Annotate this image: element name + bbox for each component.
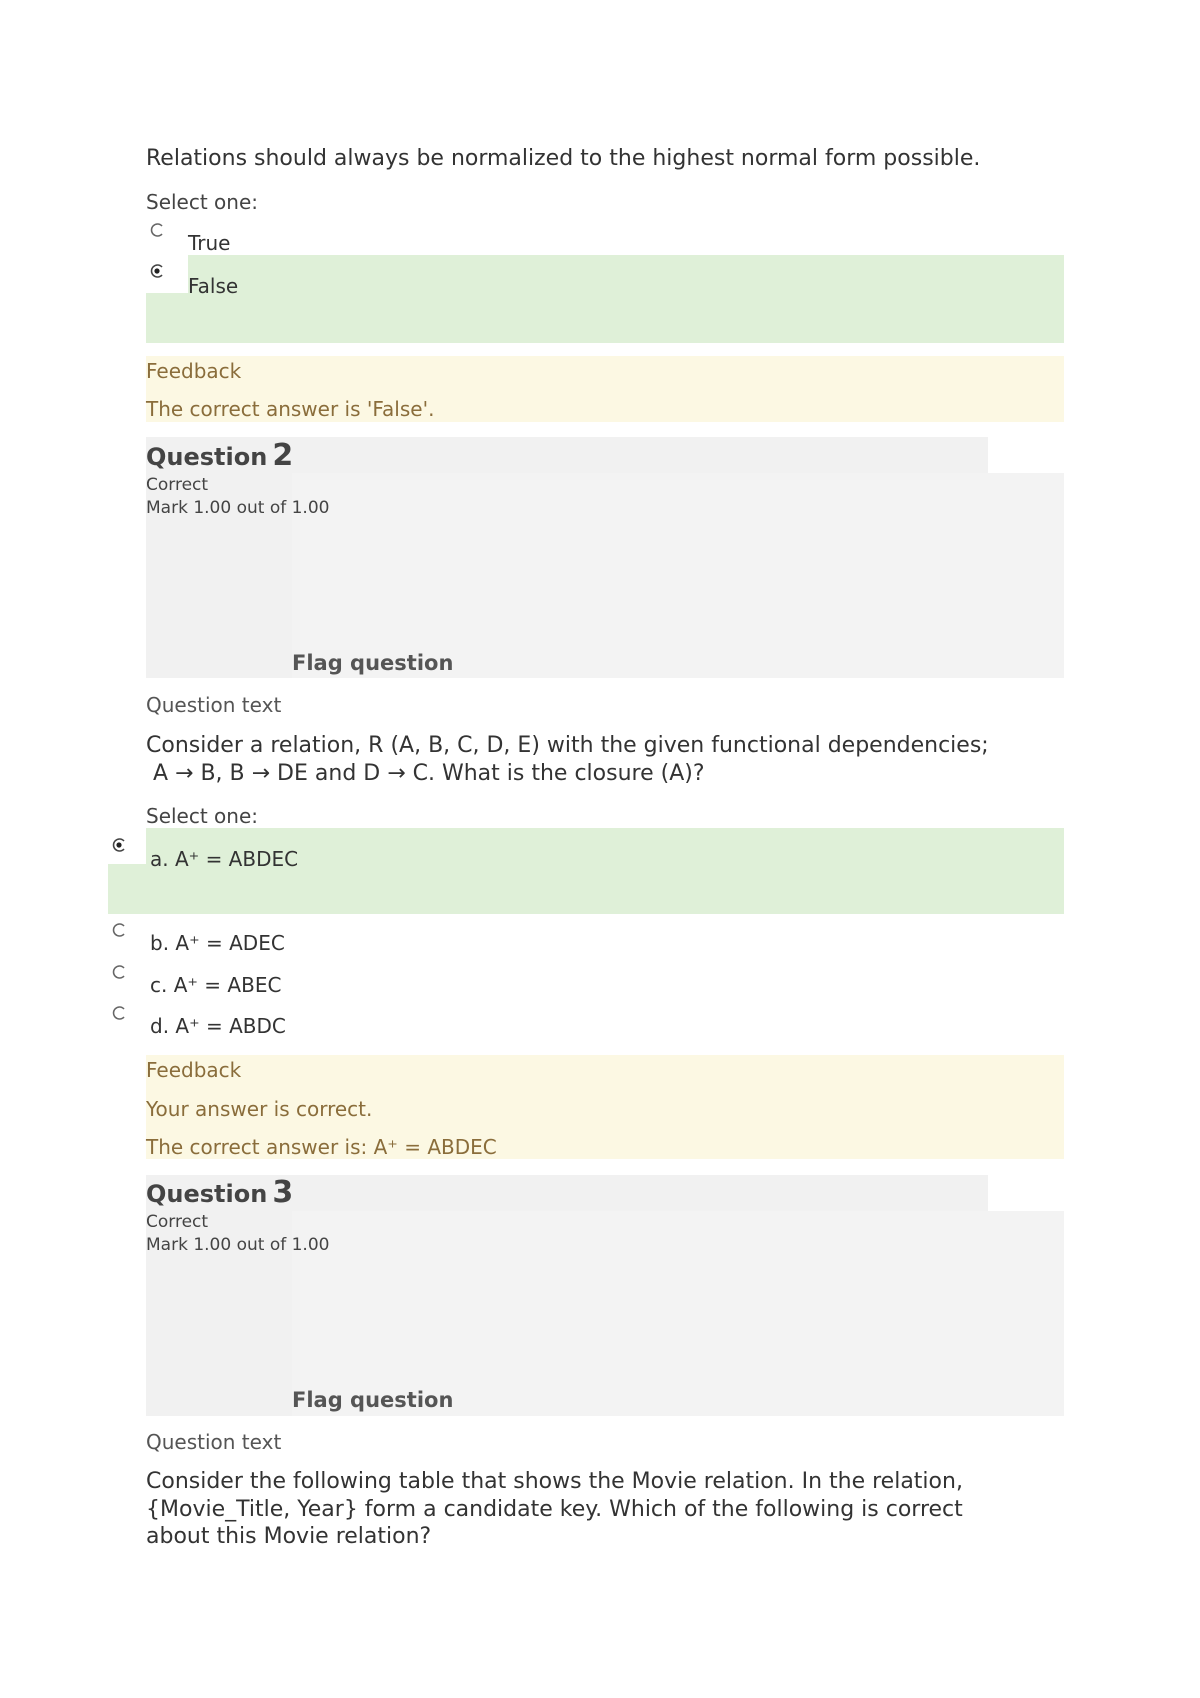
feedback-box-q1 [146, 356, 1064, 422]
feedback-result: Your answer is correct. [146, 1097, 373, 1121]
feedback-title: Feedback [146, 1058, 242, 1082]
radio-unselected-icon [111, 1005, 127, 1021]
question-1-text: Relations should always be normalized to the highest normal form possible. [146, 146, 981, 171]
info-content-area [292, 473, 1064, 678]
radio-option-c[interactable] [111, 964, 127, 980]
question-3-text-line2: {Movie_Title, Year} form a candidate key. Which of the following is correct [146, 1497, 963, 1522]
option-false-label[interactable]: False [188, 274, 239, 298]
question-3-text-line1: Consider the following table that shows the Movie relation. In the relation, [146, 1469, 963, 1494]
select-one-label: Select one: [146, 804, 259, 828]
question-2-mark: Mark 1.00 out of 1.00 [146, 498, 330, 518]
flag-question-2[interactable]: Flag question [292, 651, 454, 675]
question-3-number [146, 1175, 293, 1210]
flag-question-3[interactable]: Flag question [292, 1388, 454, 1412]
radio-unselected-icon [149, 222, 165, 238]
feedback-title: Feedback [146, 359, 242, 383]
radio-option-b[interactable] [111, 922, 127, 938]
question-text-label: Question text [146, 693, 282, 717]
radio-unselected-icon [111, 964, 127, 980]
question-3-state: Correct [146, 1212, 209, 1232]
question-word: Question [146, 1180, 268, 1208]
question-text-label: Question text [146, 1430, 282, 1454]
option-a-label[interactable]: a. A⁺ = ABDEC [150, 847, 299, 871]
question-2-text-line2: A → B, B → DE and D → C. What is the closure (A)? [146, 761, 705, 786]
correct-answer-highlight [108, 828, 1064, 914]
feedback-correct-answer: The correct answer is: A⁺ = ABDEC [146, 1135, 497, 1159]
feedback-box-q2 [146, 1055, 1064, 1159]
radio-true[interactable] [149, 222, 165, 238]
question-3-text-line3: about this Movie relation? [146, 1524, 432, 1549]
radio-option-d[interactable] [111, 1005, 127, 1021]
option-c-label[interactable]: c. A⁺ = ABEC [150, 973, 282, 997]
question-number: 2 [272, 438, 294, 473]
question-2-number [146, 438, 293, 473]
radio-selected-icon [149, 263, 165, 279]
radio-selected-icon [111, 837, 127, 853]
radio-false[interactable] [149, 263, 165, 279]
info-content-area [292, 1211, 1064, 1416]
question-word: Question [146, 443, 268, 471]
question-2-text-line1: Consider a relation, R (A, B, C, D, E) with the given functional dependencies; [146, 733, 989, 758]
option-true-label[interactable]: True [188, 231, 231, 255]
radio-option-a[interactable] [111, 837, 127, 853]
question-3-mark: Mark 1.00 out of 1.00 [146, 1235, 330, 1255]
option-d-label[interactable]: d. A⁺ = ABDC [150, 1014, 286, 1038]
radio-unselected-icon [111, 922, 127, 938]
option-b-label[interactable]: b. A⁺ = ADEC [150, 931, 285, 955]
correct-answer-highlight [146, 255, 1064, 343]
question-number: 3 [272, 1175, 294, 1210]
feedback-correct-answer: The correct answer is 'False'. [146, 397, 435, 421]
question-2-state: Correct [146, 475, 209, 495]
select-one-label: Select one: [146, 190, 259, 214]
